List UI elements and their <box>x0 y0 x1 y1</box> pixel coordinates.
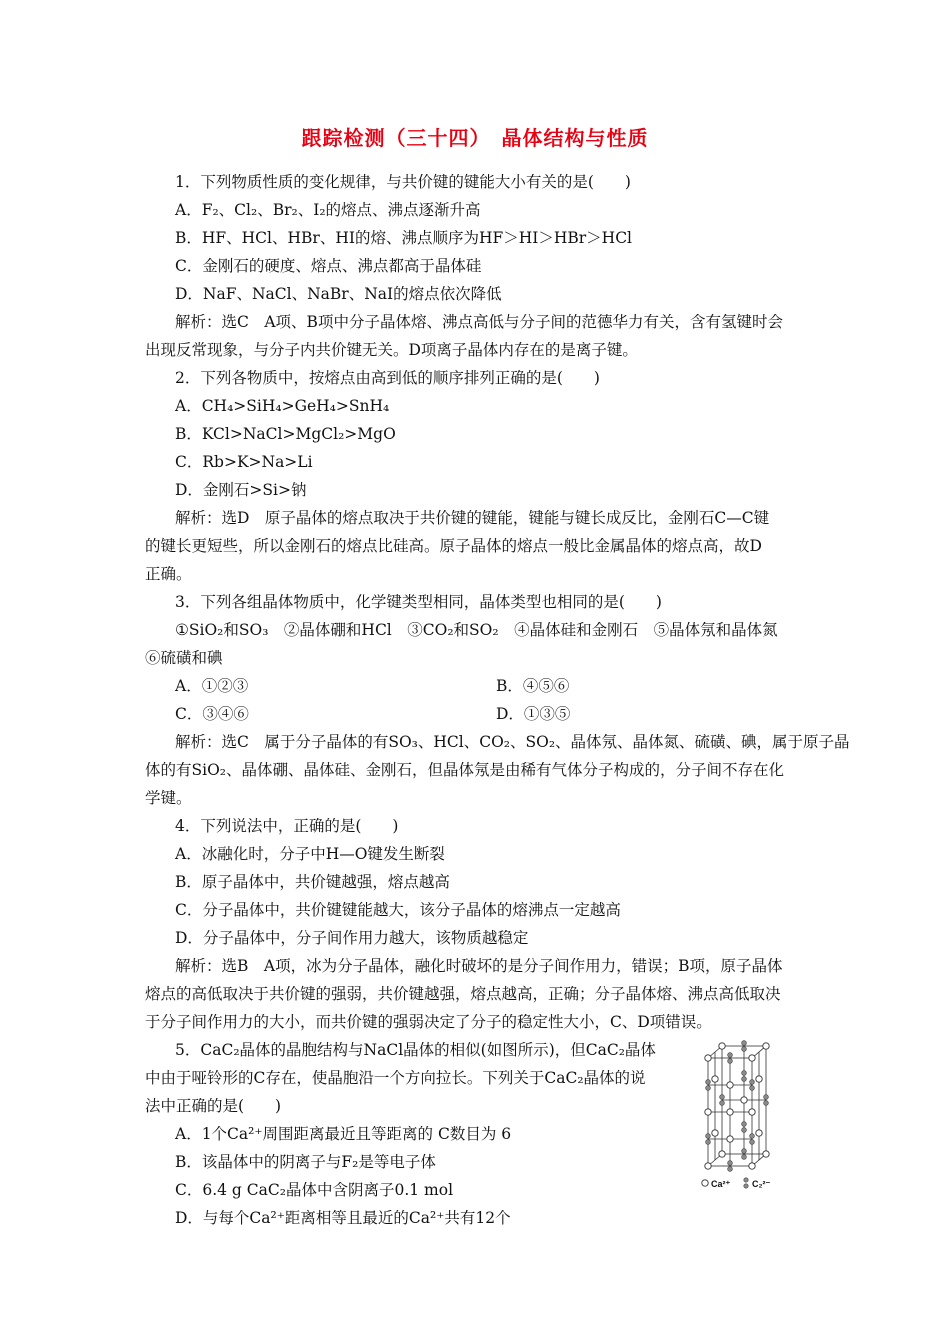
question-3-analysis-line: 体的有SiO₂、晶体硼、晶体硅、金刚石，但晶体氖是由稀有气体分子构成的，分子间不存在化 <box>145 761 784 779</box>
question-5-stem: 中由于哑铃形的C存在，使晶胞沿一个方向拉长。下列关于CaC₂晶体的说 <box>145 1069 646 1087</box>
question-1-option-c: C．金刚石的硬度、熔点、沸点都高于晶体硅 <box>175 257 482 275</box>
question-2-option-b: B．KCl>NaCl>MgCl₂>MgO <box>175 425 396 443</box>
question-2-analysis-line: 的键长更短些，所以金刚石的熔点比硅高。原子晶体的熔点一般比金属晶体的熔点高，故D <box>145 537 762 555</box>
question-3-option-b: B．④⑤⑥ <box>496 677 570 695</box>
question-5-stem: 5．CaC₂晶体的晶胞结构与NaCl晶体的相似(如图所示)，但CaC₂晶体 <box>175 1041 656 1059</box>
question-3-stem: 3．下列各组晶体物质中，化学键类型相同，晶体类型也相同的是( ) <box>175 593 662 611</box>
question-3-analysis-line: 学键。 <box>145 789 192 807</box>
question-5-option-a: A．1个Ca²⁺周围距离最近且等距离的 C数目为 6 <box>175 1125 512 1143</box>
question-4-analysis-line: 解析：选B A项，冰为分子晶体，融化时破坏的是分子间作用力，错误；B项，原子晶体 <box>175 957 783 975</box>
crystal-cell-diagram <box>700 1040 780 1192</box>
ca-ion-legend-marker <box>702 1180 708 1186</box>
question-2-option-a: A．CH₄>SiH₄>GeH₄>SnH₄ <box>175 397 390 415</box>
question-2-option-d: D．金刚石>Si>钠 <box>175 481 307 499</box>
question-3-analysis-line: 解析：选C 属于分子晶体的有SO₃、HCl、CO₂、SO₂、晶体氖、晶体氮、硫磺、碘，属于原子晶 <box>175 733 850 751</box>
question-1-option-d: D．NaF、NaCl、NaBr、NaI的熔点依次降低 <box>175 285 502 303</box>
question-2-option-c: C．Rb>K>Na>Li <box>175 453 313 471</box>
question-4-analysis-line: 于分子间作用力的大小，而共价键的强弱决定了分子的稳定性大小，C、D项错误。 <box>145 1013 712 1031</box>
question-4-option-c: C．分子晶体中，共价键键能越大，该分子晶体的熔沸点一定越高 <box>175 901 621 919</box>
question-4-option-d: D．分子晶体中，分子间作用力越大，该物质越稳定 <box>175 929 529 947</box>
question-4-option-a: A．冰融化时，分子中H—O键发生断裂 <box>175 845 445 863</box>
figure-legend <box>702 1178 771 1189</box>
question-5-option-c: C．6.4 g CaC₂晶体中含阴离子0.1 mol <box>175 1181 454 1199</box>
question-1-option-a: A．F₂、Cl₂、Br₂、I₂的熔点、沸点逐渐升高 <box>175 201 481 219</box>
question-1-analysis-line: 出现反常现象，与分子内共价键无关。D项离子晶体内存在的是离子键。 <box>145 341 638 359</box>
question-2-stem: 2．下列各物质中，按熔点由高到低的顺序排列正确的是( ) <box>175 369 600 387</box>
question-3-items: ⑥硫磺和碘 <box>145 649 223 667</box>
question-3-option-d: D．①③⑤ <box>496 705 571 723</box>
crystal-cell-figure <box>700 1040 780 1192</box>
c2-ion-legend-marker <box>744 1184 748 1188</box>
question-5-option-d: D．与每个Ca²⁺距离相等且最近的Ca²⁺共有12个 <box>175 1209 511 1227</box>
question-2-analysis-line: 正确。 <box>145 565 192 583</box>
question-2-analysis-line: 解析：选D 原子晶体的熔点取决于共价键的键能，键能与键长成反比，金刚石C—C键 <box>175 509 770 527</box>
legend-label-ca: Ca²⁺ <box>711 1179 731 1189</box>
question-3-option-c: C．③④⑥ <box>175 705 249 723</box>
question-4-stem: 4．下列说法中，正确的是( ) <box>175 817 399 835</box>
question-4-option-b: B．原子晶体中，共价键越强，熔点越高 <box>175 873 450 891</box>
question-1-option-b: B．HF、HCl、HBr、HI的熔、沸点顺序为HF＞HI＞HBr＞HCl <box>175 229 633 247</box>
c2-ion-legend-marker <box>744 1178 748 1182</box>
question-1-analysis-line: 解析：选C A项、B项中分子晶体熔、沸点高低与分子间的范德华力有关，含有氢键时会 <box>175 313 783 331</box>
question-3-items: ①SiO₂和SO₃ ②晶体硼和HCl ③CO₂和SO₂ ④晶体硅和金刚石 ⑤晶体氖和晶体氮 <box>175 621 778 639</box>
question-4-analysis-line: 熔点的高低取决于共价键的强弱，共价键越强，熔点越高，正确；分子晶体熔、沸点高低取决 <box>145 985 781 1003</box>
question-3-option-a: A．①②③ <box>175 677 249 695</box>
page-title: 跟踪检测（三十四） 晶体结构与性质 <box>301 126 649 150</box>
question-1-stem: 1．下列物质性质的变化规律，与共价键的键能大小有关的是( ) <box>175 173 631 191</box>
question-5-option-b: B．该晶体中的阴离子与F₂是等电子体 <box>175 1153 436 1171</box>
question-5-stem: 法中正确的是( ) <box>145 1097 282 1115</box>
legend-label-c2: C₂²⁻ <box>752 1179 771 1189</box>
